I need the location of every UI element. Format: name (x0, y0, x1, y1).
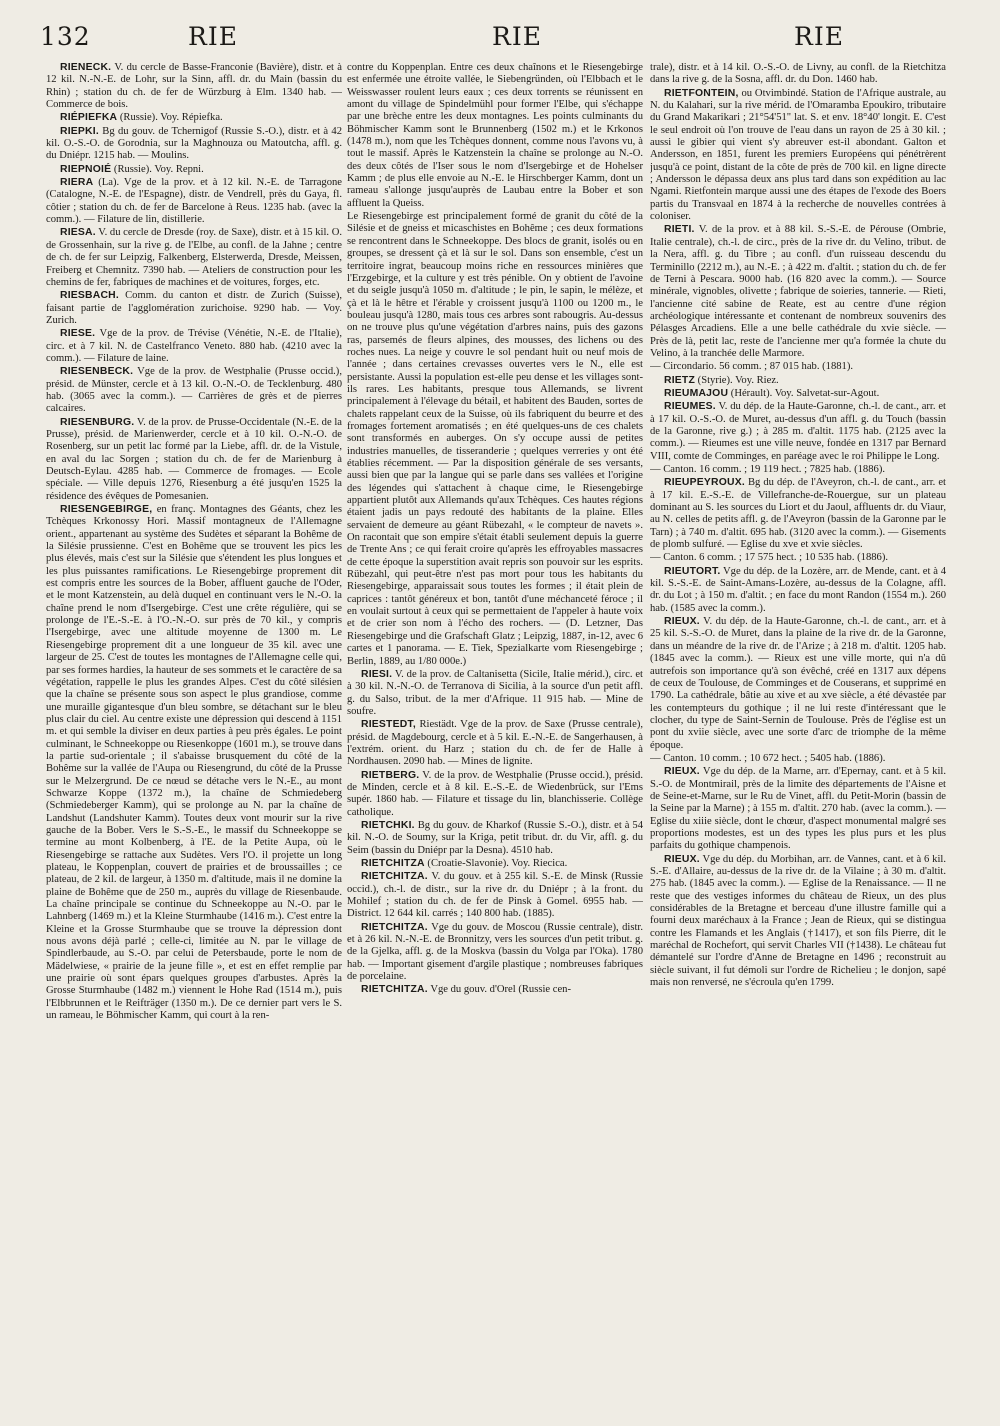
entry-headword: RIETZ (664, 374, 696, 386)
entry-headword: RIESENBECK. (60, 366, 134, 378)
entry-headword: RIESENBURG. (60, 416, 135, 428)
entry-headword: RIEPNOIÉ (60, 163, 112, 175)
dictionary-entry (347, 820, 643, 857)
entry-text: Riestädt. Vge de la prov. de Saxe (Prusse centrale), présid. de Magdebourg, cercle et à 5 kil. E.-N.-E. de Sangerhausen, à l'extrém. orient. du Harz ; station du ch. de fer de Halle à Nordhausen. 2090 hab. — Mines de lignite. (347, 719, 643, 768)
entry-headword: RIETCHITZA. (361, 984, 428, 996)
entry-text: Comm. du canton et distr. de Zurich (Suisse), faisant partie de l'agglomération zurichoise. 9290 hab. — Voy. Zurich. (46, 290, 342, 326)
dictionary-entry (347, 669, 643, 718)
page-number: 132 (40, 22, 91, 51)
entry-text: (La). Vge de la prov. et à 12 kil. N.-E. de Tarragone (Catalogne, N.-E. de l'Espagne), distr. de Vendrell, près du Gaya, fl. côtier ; station du ch. de fer de Barcelone à Reus. 1235 hab. (avec la comm.). — Filature de lin, distillerie. (46, 177, 342, 226)
entry-headword: RIEUX. (664, 766, 700, 778)
entry-text: Vge de la prov. de Trévise (Vénétie, N.-E. de l'Italie), circ. et à 7 kil. N. de Castelfranco Veneto. 880 hab. (4210 avec la comm.). — Filature de laine. (46, 328, 342, 364)
dictionary-entry (46, 328, 342, 365)
dictionary-entry (347, 62, 643, 210)
entry-text: Bg du gouv. de Tchernigof (Russie S.-O.), distr. et à 42 kil. O.-S.-O. de Gorodnia, sur la Maghnouza ou Matoutcha, affl. g. du Dniépr. 1215 hab. — Moulins. (46, 125, 342, 162)
entry-headword: RIETFONTEIN, (664, 87, 739, 99)
entry-text: V. de la prov. et à 88 kil. S.-S.-E. de Pérouse (Ombrie, Italie centrale), ch.-l. de circ., près de la rive dr. du Velino, tribut. de la Nera, affl. g. du Tibre ; au confl. d'un ruisseau descendu du Terminillo (2212 m.), au N.-E. ; à 422 m. d'altit. ; station du ch. de fer de Terni à Pescara. 9000 hab. (16 820 avec la comm.). — Source minérale, vignobles, olivette ; fabrique de soieries, tannerie. — Rieti, l'ancienne cité sabine de Reate, est au centre d'une région archéologique intéressante et contenant de nombreux souvenirs des Pélasges Arcadiens. Elle a une belle cathédrale du xvie siècle. — Près de là, petit lac, reste de l'ancienne mer qu'a formée la chute du Velino, à la tranchée delle Marmore. (650, 224, 946, 359)
entry-text: V. du cercle de Dresde (roy. de Saxe), distr. et à 15 kil. O. de Grossenhain, sur la rive g. de l'Elbe, au confl. de la Jahne ; centre de ch. de fer sur Leipzig, Falkenberg, Elsterwerda, Dresde, Meissen, Freiberg et Chemnitz. 7390 hab. — Ateliers de construction pour les chemins de fer, fabriques de machines et de voitures, forges, etc. (46, 227, 342, 288)
dictionary-entry (650, 388, 946, 400)
entry-text: V. de la prov. de Prusse-Occidentale (N.-E. de la Prusse), présid. de Marienwerder, cercle et à 10 kil. O.-N.-O. de Rosenberg, sur un petit lac formé par la Liebe, affl. dr. de la Vistule, en aval du lac Sorgen ; station du ch. de fer de Marienburg à Deutsch-Eylau. 4285 hab. — Commerce de fromages. — Ecole spéciale. — Ville depuis 1276, Riesenburg a été jusqu'en 1525 la résidence des évêques de Pomesanien. (46, 416, 342, 502)
entry-headword: RIETCHKI. (361, 819, 415, 831)
dictionary-entry (46, 62, 342, 111)
dictionary-entry (650, 766, 946, 852)
dictionary-entry (650, 566, 946, 615)
entry-headword: RIEUPEYROUX. (664, 477, 745, 489)
entry-headword: RIESE. (60, 328, 96, 340)
dictionary-entry (46, 112, 342, 124)
dictionary-entry (46, 164, 342, 176)
dictionary-entry (650, 62, 946, 87)
entry-text: (Styrie). Voy. Riez. (695, 374, 779, 386)
dictionary-entry (650, 477, 946, 551)
dictionary-entry (46, 126, 342, 163)
entry-text: (Hérault). Voy. Salvetat-sur-Agout. (728, 387, 880, 399)
entry-text: — Canton. 10 comm. ; 10 672 hect. ; 5405 hab. (1886). (650, 752, 886, 764)
dictionary-entry (347, 922, 643, 984)
entry-text: V. de la prov. de Westphalie (Prusse occid.), présid. de Minden, cercle et à 8 kil. E.-S.-E. de Wiedenbrück, sur l'Ems supér. 1860 hab. — Filature et tissage du lin, blanchisserie. Collège catholique. (347, 769, 643, 818)
entry-text: trale), distr. et à 14 kil. O.-S.-O. de Livny, au confl. de la Rietchitza dans la rive g. de la Sosna, affl. dr. du Don. 1460 hab. (650, 62, 946, 86)
entry-headword: RIÉPIEFKA (60, 112, 118, 124)
entry-headword: RIESENGEBIRGE, (60, 504, 153, 516)
dictionary-entry (347, 770, 643, 819)
entry-text: (Russie). Voy. Repni. (111, 163, 204, 175)
entry-text: Vge du gouv. de Moscou (Russie centrale), distr. et à 26 kil. N.-N.-E. de Bronnitzy, vers les sources d'un petit tribut. g. de la Gjelka, affl. g. de la Moskva (bassin du Volga par l'Oka). 1780 hab. — Important gisement d'argile plastique ; nombreuses fabriques de porcelaine. (347, 921, 643, 983)
dictionary-entry (650, 552, 946, 564)
dictionary-entry (46, 366, 342, 415)
dictionary-entry (650, 401, 946, 463)
entry-headword: RIETCHITZA (361, 858, 425, 869)
entry-headword: RIEPKI. (60, 125, 99, 137)
entry-text: — Canton. 6 comm. ; 17 575 hect. ; 10 535 hab. (1886). (650, 552, 889, 564)
page-header (0, 22, 1000, 56)
entry-headword: RIEUTORT. (664, 565, 721, 577)
entry-text: (Russie). Voy. Répiefka. (117, 112, 223, 124)
entry-headword: RIETCHITZA. (361, 921, 428, 933)
entry-text: Le Riesengebirge est principalement formé de granit du côté de la Silésie et de gneiss et micaschistes en Bohême ; ces deux formations se rencontrent dans le Schneekoppe. Des blocs de granit, isolés ou en groupes, se dressent çà et là sur le sol. Dans son ensemble, c'est un territoire ingrat, beaucoup moins riche en ressources minières que l'Erzgebirge, et la culture y est très pénible. On y obtient de l'avoine et du seigle jusqu'à 1050 m. d'altitude ; le pin, le sapin, le mélèze, et çà et là le hêtre et l'érable y croissent jusqu'à 1100 ou 1200 m., le bouleau jusqu'à 1280, mais tous ces arbres sont rabougris. Au-dessus on ne trouve plus qu'une végétation d'arbres nains, puis des gazons ras, parsemés de fleurs alpines, des mousses, des lichens ou des roches nues. La neige y couvre le sol pendant huit ou neuf mois de l'année ; dans certaines crevasses ouvertes vers le N., elle est persistante. Aussi la population est-elle peu dense et les villages sont-ils rares. Les habitants, presque tous Allemands, se livrent principalement à l'élevage du bétail, et habitent des Bauden, sortes de chalets rappelant ceux de la Suisse, où ils fabriquent du beurre et des fromages fortement aromatisés ; en été quelques-uns de ces chalets sont transformés en auberges. On s'y occupe aussi de petites industries manuelles, de tisseranderie ; quelques verreries y ont été établies récemment. — Par la disposition générale de ses versants, aussi bien que par la langue qui se parle dans ses vallées et l'origine des légendes qui s'attachent à chaque cime, le Riesengebirge appartient plutôt aux Allemands qu'aux Tchèques. Ces hautes régions étaient jadis un pays redouté des habitants de la plaine. Elles servaient de demeure au géant Rübezahl, « le compteur de navets ». On racontait que son empire s'était établi seulement depuis la guerre de Trente Ans ; ce qui ferait croire qu'après les effroyables massacres de cette époque la superstition avait repris son pouvoir sur les esprits. Rübezahl, qui peut-être n'est pas mort pour tous les habitants du Riesengebirge, apparaissait sous toutes les formes ; il était plein de caprices : tantôt généreux et bon, tantôt d'une méchanceté féroce ; il en voulait surtout à ceux qui se permettaient de l'appeler à haute voix et de crier son nom à l'écho des rochers. — (D. Letzner, Das Riesengebirge und die Grafschaft Glatz ; Leipzig, 1887, in-12, avec 6 cartes et 1 panorama. — E. Tiek, Spezialkarte vom Riesengebirge ; Berlin, 1889, au 1/80 000e.) (347, 211, 643, 667)
entry-text: Vge du dép. de la Marne, arr. d'Epernay, cant. et à 5 kil. S.-O. de Montmirail, près de la limite des départements de l'Aisne et de Seine-et-Marne, sur le Ru de Vinet, affl. du Petit-Morin (bassin de la Seine par la Marne) ; à 155 m. d'altit. 270 hab. (avec la comm.). — Eglise du xiiie siècle, dont le chœur, d'aspect monumental malgré ses proportions modestes, est un des types les plus purs et les plus parfaits du gothique champenois. (650, 766, 946, 852)
entry-headword: RIERA (60, 177, 94, 189)
entry-text: Vge du dép. de la Lozère, arr. de Mende, cant. et à 4 kil. S.-S.-E. de Saint-Amans-Lozère, au-dessus de la Colagne, affl. dr. du Lot ; à 150 m. d'altit. ; en face du mont Randon (1554 m.). 260 hab. (1585 avec la comm.). (650, 565, 946, 614)
dictionary-entry (46, 227, 342, 289)
dictionary-entry (347, 211, 643, 668)
dictionary-entry (347, 871, 643, 920)
entry-text: V. du cercle de Basse-Franconie (Bavière), distr. et à 12 kil. N.-N.-E. de Lohr, sur la Sinn, affl. dr. du Main (bassin du Rhin) ; station du ch. de fer de Würzburg à Elm. 1340 hab. — Commerce de bois. (46, 62, 342, 111)
entry-text: contre du Koppenplan. Entre ces deux chaînons et le Riesengebirge est enfermée une étroite vallée, le Siebengründen, où l'Elbbach et le Weisswasser roulent leurs eaux ; ces deux torrents se réunissent en amont du village de Spindelmühl pour former l'Elbe, qui s'échappe par une brèche entre les deux montagnes. Les points culminants du Böhmischer Kamm sont le Brunnenberg (1502 m.) et le Krkonos (1478 m.), nom que les Tchèques donnent, comme nous l'avons vu, à tout le massif. Après le Katzenstein la chaîne se prolonge au N.-O. des deux côtés de l'Iser sous le nom d'Isergebirge et de Hohelser Kamm ; de plus elle envoie au N.-E. le Hirschberger Kamm, dont un rameau s'allonge jusqu'auprès de Laubau entre la Bober et son affluent la Queiss. (347, 62, 643, 209)
entry-headword: RIEUX. (664, 853, 700, 865)
dictionary-entry (347, 984, 643, 996)
entry-headword: RIETBERG. (361, 769, 420, 781)
column-3 (650, 62, 946, 1414)
dictionary-entry (347, 719, 643, 768)
entry-text: Vge du dép. du Morbihan, arr. de Vannes, cant. et à 6 kil. S.-E. d'Allaire, au-dessus de la rive dr. de la Vilaine ; à 30 m. d'altit. 275 hab. (1845 avec la comm.). — Eglise de la Renaissance. — Il ne reste que des vestiges informes du château de Rieux, un des plus considérables de la Bretagne et berceau d'une illustre famille qui a fourni deux maréchaux à la France ; Jean de Rieux, qui se distingua contre les Flamands et les Anglais (†1417), et son fils Pierre, dit le maréchal de Rochefort, qui servit Charles VII (†1438). Le château fut démantelé sur l'ordre d'Anne de Bretagne en 1496 ; reconstruit au siècle suivant, il fut démoli sur l'ordre de Richelieu ; le donjon, sapé mais non renversé, ne s'écroula qu'en 1799. (650, 853, 946, 989)
entry-text: V. de la prov. de Caltanisetta (Sicile, Italie mérid.), circ. et à 30 kil. N.-N.-O. de Terranova di Sicilia, à la source d'un petit affl. g. du Salso, tribut. de la mer d'Afrique. 11 915 hab. — Mine de soufre. (347, 668, 643, 717)
entry-text: Bg du gouv. de Kharkof (Russie S.-O.), distr. et à 54 kil. N.-O. de Soumy, sur la Kriga, petit tribut. dr. du Vir, affl. g. du Seim (bassin du Dniépr par la Desna). 4510 hab. (347, 819, 643, 856)
entry-text: Bg du dép. de l'Aveyron, ch.-l. de cant., arr. et à 17 kil. E.-S.-E. de Villefranche-de-Rouergue, sur un plateau dominant au S. les sources du Liort et du Jaoul, affluents dr. du Viaur, au N. celles de petits affl. g. de l'Aveyron (bassin de la Garonne par le Tarn) ; à 740 m. d'altit. 695 hab. (3120 avec la comm.). — Gisements de plomb sulfuré. — Eglise du xve et xvie siècles. (650, 477, 946, 551)
entry-headword: RIENECK. (60, 62, 112, 73)
column-2 (347, 62, 643, 1414)
entry-headword: RIEUX. (664, 616, 700, 628)
running-head-left: RIE (188, 22, 238, 51)
entry-headword: RIESI. (361, 668, 393, 680)
entry-headword: RIESBACH. (60, 290, 119, 302)
entry-text: V. du dép. de la Haute-Garonne, ch.-l. de cant., arr. et à 25 kil. S.-S.-O. de Muret, dans la plaine de la rive dr. de la Garonne, dans un méandre de la rive dr. de l'Arize ; à 218 m. d'altit. 1205 hab. (1845 avec la comm.). — Rieux est une ville morte, qui n'a dû autrefois son importance qu'à son évêché, créé en 1317 aux dépens de ceux de Toulouse, de Comminges et de Couserans, et supprimé en 1790. La cathédrale, bâtie au xive et au xve siècle, a été dévastée par les contempteurs du gothique ; il ne lui reste d'intéressant que le clocher, du type de Saint-Sernin de Toulouse. Près de l'église est un pont du xviie siècle, avec une sorte d'arc de triomphe de la même époque. (650, 616, 946, 751)
dictionary-entry (650, 854, 946, 990)
dictionary-entry (347, 858, 643, 870)
entry-text: V. du gouv. et à 255 kil. S.-E. de Minsk (Russie occid.), ch.-l. de distr., sur la rive dr. du Dniépr ; à la front. du Mohilef ; station du ch. de fer de Pinsk à Gomel. 6955 hab. — District. 12 644 kil. carrés ; 140 800 hab. (1885). (347, 871, 643, 920)
dictionary-entry (650, 224, 946, 360)
running-head-center: RIE (492, 22, 542, 51)
entry-headword: RIESTEDT, (361, 719, 416, 731)
entry-headword: RIETI. (664, 224, 695, 236)
entry-text: Vge du gouv. d'Orel (Russie cen- (427, 984, 571, 996)
entry-text: en franç. Montagnes des Géants, chez les Tchèques Krkonossy Hori. Massif montagneux de l'Allemagne orient., appartenant au système des Sudètes et séparant la Bohême de la Silésie prussienne. C'est en Bohême que se trouvent les pics les plus élevés, mais c'est sur la Silésie que s'étendent les plus longues et les plus puissantes ramifications. Le Riesengebirge proprement dit est compris entre les sources de la Bober, affluent gauche de l'Oder, et le mont Katzenstein, au delà duquel en continuant vers le N.-O. la chaîne prend le nom d'Isergebirge. C'est une crête régulière, qui se prolonge de l'E.-S.-E. à l'O.-N.-O. sur près de 70 kil., y compris l'Isergebirge, avec une altitude moyenne de 1300 m. Le Riesengebirge proprement dit a une longueur de 35 kil. avec une largeur de 25. C'est de toutes les montagnes de l'Allemagne celle qui, par ses formes hardies, la hauteur de ses sommets et le caractère de sa végétation, rappelle le plus les grandes Alpes. C'est du côté silésien que la chaîne se présente sous son aspect le plus grandiose, comme une muraille gigantesque d'un bleu sombre, se détachant sur le bleu plus clair du ciel. Au centre existe une dépression qui descend à 1151 m. et qui semble la diviser en deux parties à peu près égales. Le point culminant, le Schneekoppe ou Riesenkoppe (1601 m.), se trouve dans la partie sud-orientale ; il s'abaisse brusquement du côté de la Bohême sur la vallée de l'Aupa ou Riesengrund, du côté de la Prusse sur le Melzergrund. De ce nœud se détache vers le N.-E., au mont Schwarze Koppe (1372 m.), la chaîne de Schmiedeberg (Schmiedeberger Kamm), qui se prolonge au N. par la chaîne de Landshut (Landshuter Kamm). Toutes deux vont mourir sur la rive gauche de la Bober. Vers le S.-S.-E., le massif du Schneekoppe se termine au mont Kolbenberg, à l'E. de la Petite Aupa, où le Riesengebirge se rattache aux Sudètes. Vers l'O. il projette un long plateau, le Koppenplan, couvert de prairies et de broussailles ; ce plateau, de 2 kil. de largeur, à 1350 m. d'altitude, mais il ne domine la plaine de Bohême que de 250 m., auprès du village de Riesenbaude. La chaîne principale se continue du Schneekoppe au N.-O. par le Lahnberg (1469 m.) et la Kleine Sturmhaube (1416 m.). C'est entre la Kleine et la Grosse Sturmhaube que se trouve la dépression dont nous avons déjà parlé ; celle-ci, limitée au N. par le village de Spindlerbaude, au S.-O. par celui de Petersbaude, porte le nom de Mädelwiese, « prairie de la jeune fille », et est en effet remplie par une prairie où sont épars quelques groupes d'arbustes. Après la Grosse Sturmhaube (1482 m.) viennent le Hohe Rad (1514 m.), puis l'Elbbrunnen et le Reifträger (1350 m.). De ce dernier part vers le S. un rameau, le Böhmischer Kamm, qui court à la ren- (46, 504, 342, 1022)
dictionary-entry (650, 375, 946, 387)
dictionary-entry (46, 504, 342, 1022)
dictionary-entry (46, 177, 342, 226)
dictionary-entry (650, 616, 946, 752)
dictionary-entry (46, 290, 342, 327)
entry-text: — Canton. 16 comm. ; 19 119 hect. ; 7825 hab. (1886). (650, 464, 885, 475)
column-1 (46, 62, 342, 1414)
dictionary-entry (650, 88, 946, 224)
entry-headword: RIEUMES. (664, 401, 716, 413)
entry-headword: RIETCHITZA. (361, 871, 428, 883)
dictionary-entry (46, 417, 342, 503)
dictionary-entry (650, 464, 946, 476)
dictionary-entry (650, 753, 946, 765)
running-head-right: RIE (794, 22, 844, 51)
entry-text: ou Otvimbindé. Station de l'Afrique australe, au N. du Kalahari, sur la rive mérid. de l'Omaramba Epoukiro, tributaire du Grand Makarikari ; 21°54'51" lat. S. et env. 18°40' longit. E. C'est le seul endroit où l'on trouve de l'eau dans un rayon de 25 à 30 kil. ; aussi le gibier qui vient s'y abreuver est-il abondant. Galton et Andersson, en 1851, furent les premiers Européens qui pénétrèrent jusqu'à ce point, distant de la côte de près de 700 kil. en ligne directe ; Andersson le dépassa deux ans plus tard dans son expédition au lac Ngami. Rietfontein marque aussi une des étapes de l'exode des Boers partis du Transvaal en 1874 à la recherche de nouvelles contrées à coloniser. (650, 87, 946, 223)
entry-text: V. du dép. de la Haute-Garonne, ch.-l. de cant., arr. et à 17 kil. O.-S.-O. de Muret, au-dessus d'un affl. g. du Touch (bassin de la Garonne, rive g.) ; à 285 m. d'altit. 1175 hab. (2125 avec la comm.). — Rieumes est une ville neuve, fondée en 1317 par Bernard VIII, comte de Comminges, en paréage avec le roi Philippe le Long. (650, 401, 946, 462)
dictionary-entry (650, 361, 946, 373)
entry-text: — Circondario. 56 comm. ; 87 015 hab. (1881). (650, 361, 854, 373)
entry-text: (Croatie-Slavonie). Voy. Riecica. (424, 858, 568, 869)
entry-headword: RIESA. (60, 227, 96, 239)
entry-headword: RIEUMAJOU (664, 387, 729, 399)
entry-text: Vge de la prov. de Westphalie (Prusse occid.), présid. de Münster, cercle et à 13 kil. O.-N.-O. de Tecklenburg. 480 hab. (3065 avec la comm.). — Carrières de grès et de pierres calcaires. (46, 366, 342, 415)
